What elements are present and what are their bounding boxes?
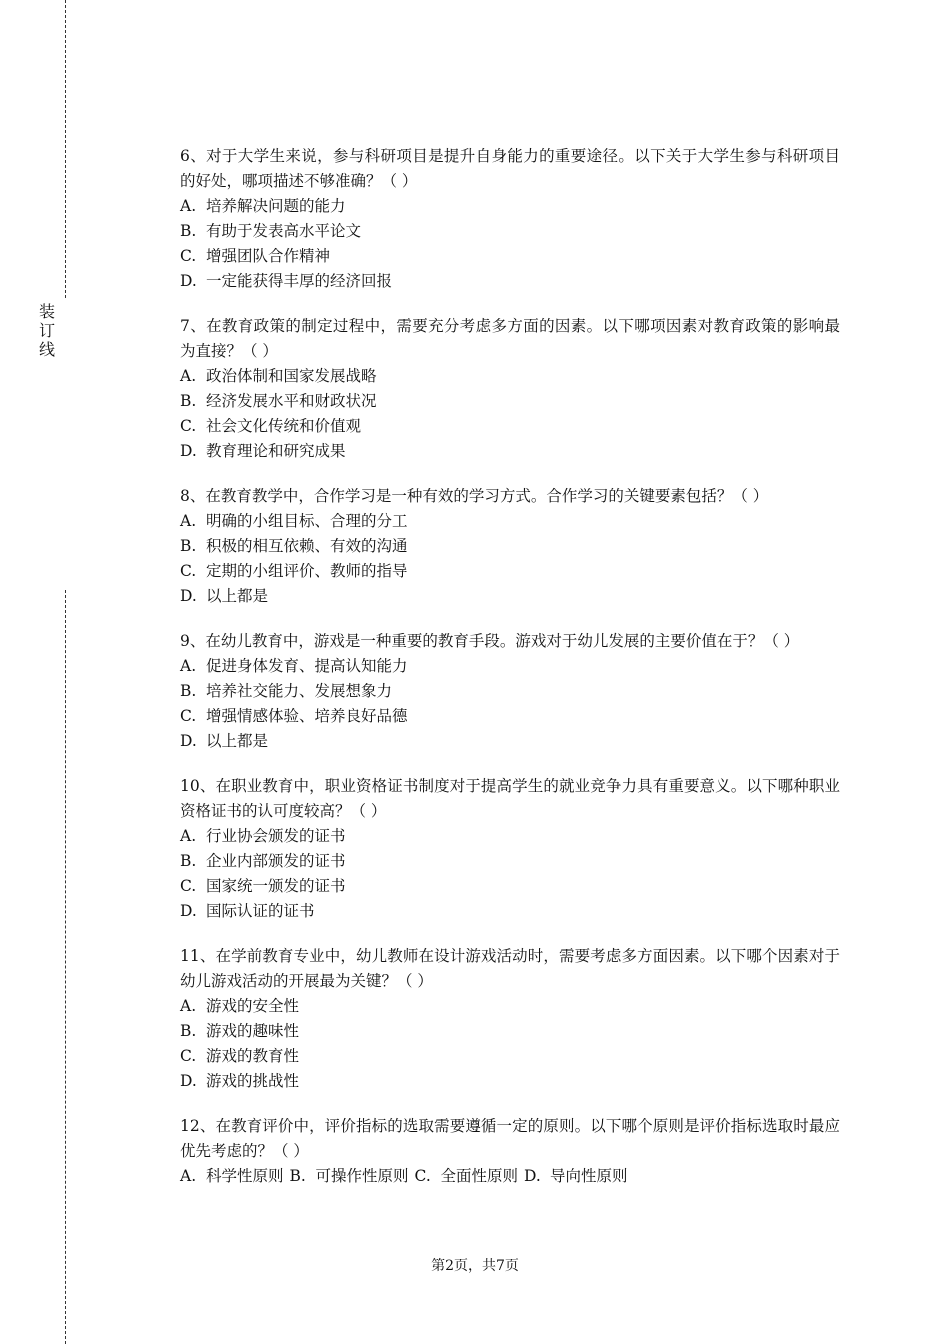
option-c[interactable] <box>180 414 840 439</box>
option-text: 增强团队合作精神 <box>206 247 331 265</box>
option-text: 游戏的趣味性 <box>206 1022 300 1040</box>
option-b[interactable] <box>180 389 840 414</box>
option-letter: D. <box>524 1167 541 1185</box>
option-letter: D. <box>180 732 197 750</box>
option-text: 一定能获得丰厚的经济回报 <box>206 272 393 290</box>
option-text: 政治体制和国家发展战略 <box>206 367 377 385</box>
option-text: 积极的相互依赖、有效的沟通 <box>206 537 408 555</box>
option-b[interactable] <box>180 679 840 704</box>
option-d[interactable] <box>180 729 840 754</box>
option-text: 社会文化传统和价值观 <box>206 417 362 435</box>
option-text: 经济发展水平和财政状况 <box>206 392 377 410</box>
option-text: 可操作性原则 <box>315 1167 409 1185</box>
option-a[interactable] <box>180 994 840 1019</box>
option-c[interactable] <box>180 559 840 584</box>
page-footer: 第2页，共7页 <box>431 1258 519 1274</box>
option-text: 全面性原则 <box>440 1167 519 1185</box>
question-8 <box>180 484 840 609</box>
option-text: 行业协会颁发的证书 <box>206 827 346 845</box>
option-c[interactable] <box>415 1167 519 1185</box>
option-letter: D. <box>180 442 197 460</box>
question-stem: 8、在教育教学中，合作学习是一种有效的学习方式。合作学习的关键要素包括？（ ） <box>180 487 769 505</box>
option-text: 培养解决问题的能力 <box>206 197 346 215</box>
question-stem: 6、对于大学生来说，参与科研项目是提升自身能力的重要途径。以下关于大学生参与科研项目的好处，哪项描述不够准确？（ ） <box>180 147 840 190</box>
option-text: 以上都是 <box>206 732 269 750</box>
option-c[interactable] <box>180 874 840 899</box>
option-letter: D. <box>180 902 197 920</box>
option-d[interactable] <box>180 1069 840 1094</box>
question-stem: 12、在教育评价中，评价指标的选取需要遵循一定的原则。以下哪个原则是评价指标选取时最应优先考虑的？（ ） <box>180 1117 840 1160</box>
option-c[interactable] <box>180 1044 840 1069</box>
binding-line-top <box>65 0 66 298</box>
option-c[interactable] <box>180 244 840 269</box>
option-text: 以上都是 <box>206 587 269 605</box>
option-text: 促进身体发育、提高认知能力 <box>206 657 408 675</box>
inline-option-row <box>180 1164 840 1189</box>
option-letter: D. <box>180 272 197 290</box>
option-letter: C. <box>180 707 197 725</box>
option-letter: B. <box>180 537 197 555</box>
option-b[interactable] <box>180 849 840 874</box>
option-d[interactable] <box>180 269 840 294</box>
option-text: 游戏的教育性 <box>206 1047 300 1065</box>
option-letter: D. <box>180 1072 197 1090</box>
option-text: 培养社交能力、发展想象力 <box>206 682 393 700</box>
binding-line-bottom <box>65 590 66 1344</box>
option-text: 明确的小组目标、合理的分工 <box>206 512 408 530</box>
option-b[interactable] <box>180 534 840 559</box>
option-text: 科学性原则 <box>206 1167 284 1185</box>
question-9 <box>180 629 840 754</box>
option-letter: C. <box>180 562 197 580</box>
option-letter: C. <box>414 1167 431 1185</box>
option-a[interactable] <box>180 194 840 219</box>
question-stem: 10、在职业教育中，职业资格证书制度对于提高学生的就业竞争力具有重要意义。以下哪种职业资格证书的认可度较高？（ ） <box>180 777 840 820</box>
option-letter: C. <box>180 417 197 435</box>
option-b[interactable] <box>180 1019 840 1044</box>
option-d[interactable] <box>180 584 840 609</box>
question-12 <box>180 1114 840 1189</box>
option-a[interactable] <box>180 1167 284 1185</box>
question-6 <box>180 144 840 294</box>
question-7 <box>180 314 840 464</box>
binding-label: 装订线 <box>38 302 55 359</box>
option-text: 国际认证的证书 <box>206 902 315 920</box>
option-text: 定期的小组评价、教师的指导 <box>206 562 408 580</box>
option-letter: A. <box>180 657 197 675</box>
option-letter: B. <box>180 392 197 410</box>
option-letter: B. <box>180 682 197 700</box>
option-b[interactable] <box>180 219 840 244</box>
option-letter: D. <box>180 587 197 605</box>
option-a[interactable] <box>180 654 840 679</box>
option-d[interactable] <box>180 899 840 924</box>
option-letter: C. <box>180 1047 197 1065</box>
option-letter: C. <box>180 877 197 895</box>
option-d[interactable] <box>524 1167 628 1185</box>
option-letter: C. <box>180 247 197 265</box>
option-a[interactable] <box>180 364 840 389</box>
option-b[interactable] <box>290 1167 409 1185</box>
option-d[interactable] <box>180 439 840 464</box>
option-letter: A. <box>180 1167 197 1185</box>
option-text: 有助于发表高水平论文 <box>206 222 362 240</box>
option-letter: A. <box>180 367 197 385</box>
question-stem: 9、在幼儿教育中，游戏是一种重要的教育手段。游戏对于幼儿发展的主要价值在于？（ ） <box>180 632 800 650</box>
option-text: 企业内部颁发的证书 <box>206 852 346 870</box>
option-letter: B. <box>289 1167 306 1185</box>
option-c[interactable] <box>180 704 840 729</box>
question-10 <box>180 774 840 924</box>
option-letter: B. <box>180 1022 197 1040</box>
option-a[interactable] <box>180 824 840 849</box>
question-11 <box>180 944 840 1094</box>
option-a[interactable] <box>180 509 840 534</box>
option-letter: A. <box>180 827 197 845</box>
question-list <box>180 144 840 1209</box>
option-text: 教育理论和研究成果 <box>206 442 346 460</box>
option-letter: A. <box>180 197 197 215</box>
option-text: 国家统一颁发的证书 <box>206 877 346 895</box>
option-letter: A. <box>180 997 197 1015</box>
option-letter: B. <box>180 222 197 240</box>
option-text: 导向性原则 <box>550 1167 628 1185</box>
question-stem: 7、在教育政策的制定过程中，需要充分考虑多方面的因素。以下哪项因素对教育政策的影响最为直接？（ ） <box>180 317 840 360</box>
option-text: 游戏的挑战性 <box>206 1072 300 1090</box>
question-stem: 11、在学前教育专业中，幼儿教师在设计游戏活动时，需要考虑多方面因素。以下哪个因素对于幼儿游戏活动的开展最为关键？（ ） <box>180 947 840 990</box>
option-letter: B. <box>180 852 197 870</box>
option-letter: A. <box>180 512 197 530</box>
option-text: 游戏的安全性 <box>206 997 300 1015</box>
option-text: 增强情感体验、培养良好品德 <box>206 707 408 725</box>
